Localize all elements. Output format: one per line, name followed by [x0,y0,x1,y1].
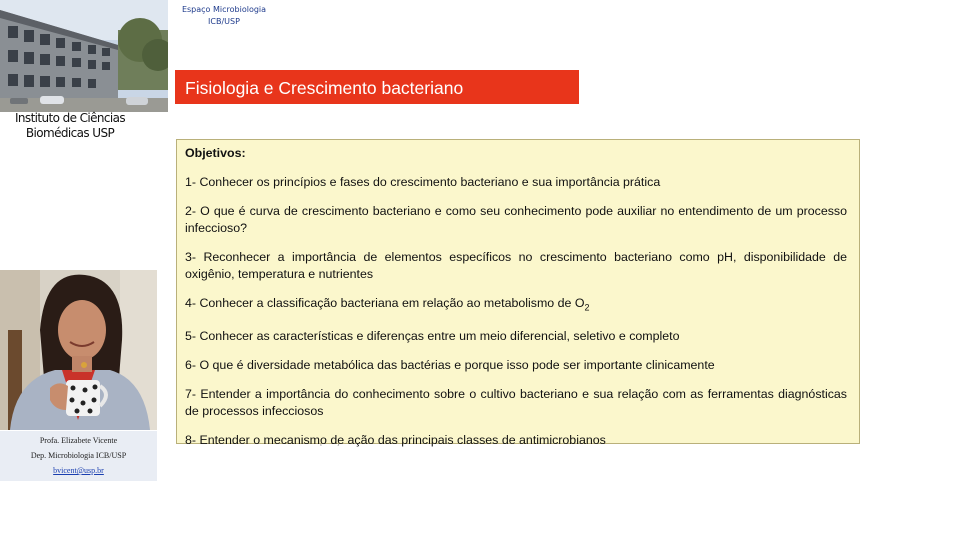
slide-title: Fisiologia e Crescimento bacteriano [175,70,579,104]
building-photo [0,0,168,112]
header-caption-line1: Espaço Microbiologia [181,5,267,14]
objective-item-3: 3- Reconhecer a importância de elementos específicos no crescimento bacteriano como pH, disponibilidade de oxigênio, temperatura e nutrientes [185,250,847,281]
author-caption [0,431,157,481]
header-caption-line2: ICB/USP [208,17,240,26]
institute-line2: Biomédicas USP [25,126,115,140]
author-email-link[interactable]: bvicent@usp.br [53,466,104,475]
objective-item-7: 7- Entender a importância do conhecimento sobre o cultivo bacteriano e sua relação com as ferramentas diagnósticas de processos infecciosos [185,387,847,419]
author-dept: Dep. Microbiologia ICB/USP [30,451,127,460]
objective-item-1: 1- Conhecer os princípios e fases do crescimento bacteriano e sua importância prática [185,175,661,189]
portrait-photo [0,270,157,430]
header-caption [168,4,280,28]
objectives-box [176,139,860,448]
objective-item-8: 8- Entender o mecanismo de ação das principais classes de antimicrobianos [185,433,606,448]
objective-item-4 [185,295,847,316]
objective-item-6: 6- O que é diversidade metabólica das bactérias e porque isso pode ser importante clinicamente [185,358,715,373]
objective-item-4-subscript: 2 [584,302,590,313]
objectives-heading: Objetivos: [185,146,246,160]
institute-line1: Instituto de Ciências [14,111,126,125]
objective-item-5: 5- Conhecer as características e diferenças entre um meio diferencial, seletivo e completo [185,329,680,344]
objective-item-2: 2- O que é curva de crescimento bacteriano e como seu conhecimento pode auxiliar no entendimento de um processo infeccioso? [185,204,847,235]
institute-label [0,111,140,141]
author-name: Profa. Elizabete Vicente [39,436,118,445]
objective-item-4-text: 4- Conhecer a classificação bacteriana em relação ao metabolismo de O [185,296,585,310]
